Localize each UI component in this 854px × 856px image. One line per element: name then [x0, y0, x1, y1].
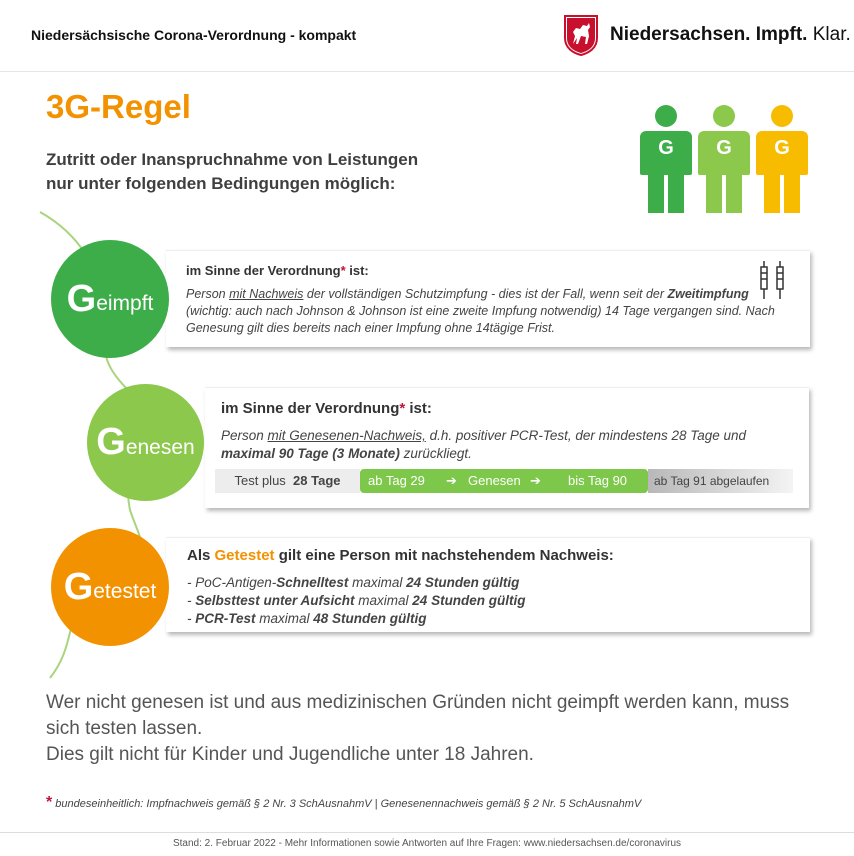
header-title: Niedersächsische Corona-Verordnung - kompakt	[31, 27, 357, 43]
person-letter: G	[774, 137, 790, 159]
circle-geimpft: G eimpft	[51, 240, 169, 358]
geimpft-text: Person mit Nachweis der vollständigen Schutzimpfung - dies ist der Fall, wenn seit der Zweitimpfung (wichtig: auch nach Johnson & Johnson ist eine zweite Impfung notwendig) 14 Tage vergangen sind. Nach Genesung gilt dies bereits nach einer Impfung ohne 14tägige Frist.	[186, 287, 775, 335]
geimpft-heading: im Sinne der Verordnung* ist:	[186, 263, 369, 278]
genesen-heading: im Sinne der Verordnung* ist:	[221, 400, 432, 417]
footer: Stand: 2. Februar 2022 - Mehr Informationen sowie Antworten auf Ihre Fragen: www.niedersachsen.de/coronavirus	[0, 832, 854, 849]
summary-text	[46, 690, 816, 768]
arrow-right-icon: ➔	[446, 473, 457, 488]
niedersachsen-horse-icon	[563, 14, 599, 56]
person-letter: G	[658, 137, 674, 159]
list-item: - Selbsttest unter Aufsicht maximal 24 Stunden gültig	[187, 593, 526, 608]
circle-getestet: G etestet	[51, 528, 169, 646]
genesen-text: Person mit Genesenen-Nachweis, d.h. positiver PCR-Test, der mindestens 28 Tage und maximal 90 Tage (3 Monate) zurückliegt.	[221, 428, 747, 461]
person-letter: G	[716, 137, 732, 159]
card-getestet	[166, 537, 810, 632]
timeline-to-day: bis Tag 90	[568, 473, 628, 488]
timeline-test-segment: Test plus 28 Tage	[215, 469, 360, 493]
header	[0, 0, 854, 72]
timeline-valid-segment	[360, 469, 648, 493]
card-genesen	[205, 387, 809, 508]
brand-claim	[610, 24, 851, 46]
three-people-icon	[636, 105, 836, 215]
arrow-right-icon: ➔	[530, 473, 541, 488]
circle-genesen: G enesen	[87, 384, 204, 501]
intro-line-2: nur unter folgenden Bedingungen möglich:	[46, 174, 396, 193]
list-item: - PCR-Test maximal 48 Stunden gültig	[187, 611, 427, 626]
timeline-status: Genesen	[468, 473, 521, 488]
person-yellow-icon	[756, 105, 808, 213]
page-title: 3G-Regel	[46, 88, 191, 125]
summary-line-2: Dies gilt nicht für Kinder und Jugendliche unter 18 Jahren.	[46, 744, 534, 765]
card-geimpft	[166, 250, 810, 347]
brand-bold-text: Niedersachsen. Impft.	[610, 24, 808, 45]
person-lightgreen-icon	[698, 105, 750, 213]
intro-text	[46, 148, 566, 196]
brand-light-text: Klar.	[812, 24, 851, 45]
person-green-icon	[640, 105, 692, 213]
timeline-expired-segment: ab Tag 91 abgelaufen	[648, 469, 793, 493]
list-item: - PoC-Antigen-Schnelltest maximal 24 Stunden gültig	[187, 575, 520, 590]
footnote: * bundeseinheitlich: Impfnachweis gemäß § 2 Nr. 3 SchAusnahmV | Genesenennachweis gemäß § 2 Nr. 5 SchAusnahmV	[46, 794, 642, 811]
getestet-heading: Als Getestet gilt eine Person mit nachstehendem Nachweis:	[187, 547, 614, 564]
timeline-from-day: ab Tag 29	[368, 473, 425, 488]
getestet-list	[187, 574, 526, 628]
summary-line-1: Wer nicht genesen ist und aus medizinischen Gründen nicht geimpft werden kann, muss sich testen lassen.	[46, 692, 790, 739]
intro-line-1: Zutritt oder Inanspruchnahme von Leistungen	[46, 150, 419, 169]
